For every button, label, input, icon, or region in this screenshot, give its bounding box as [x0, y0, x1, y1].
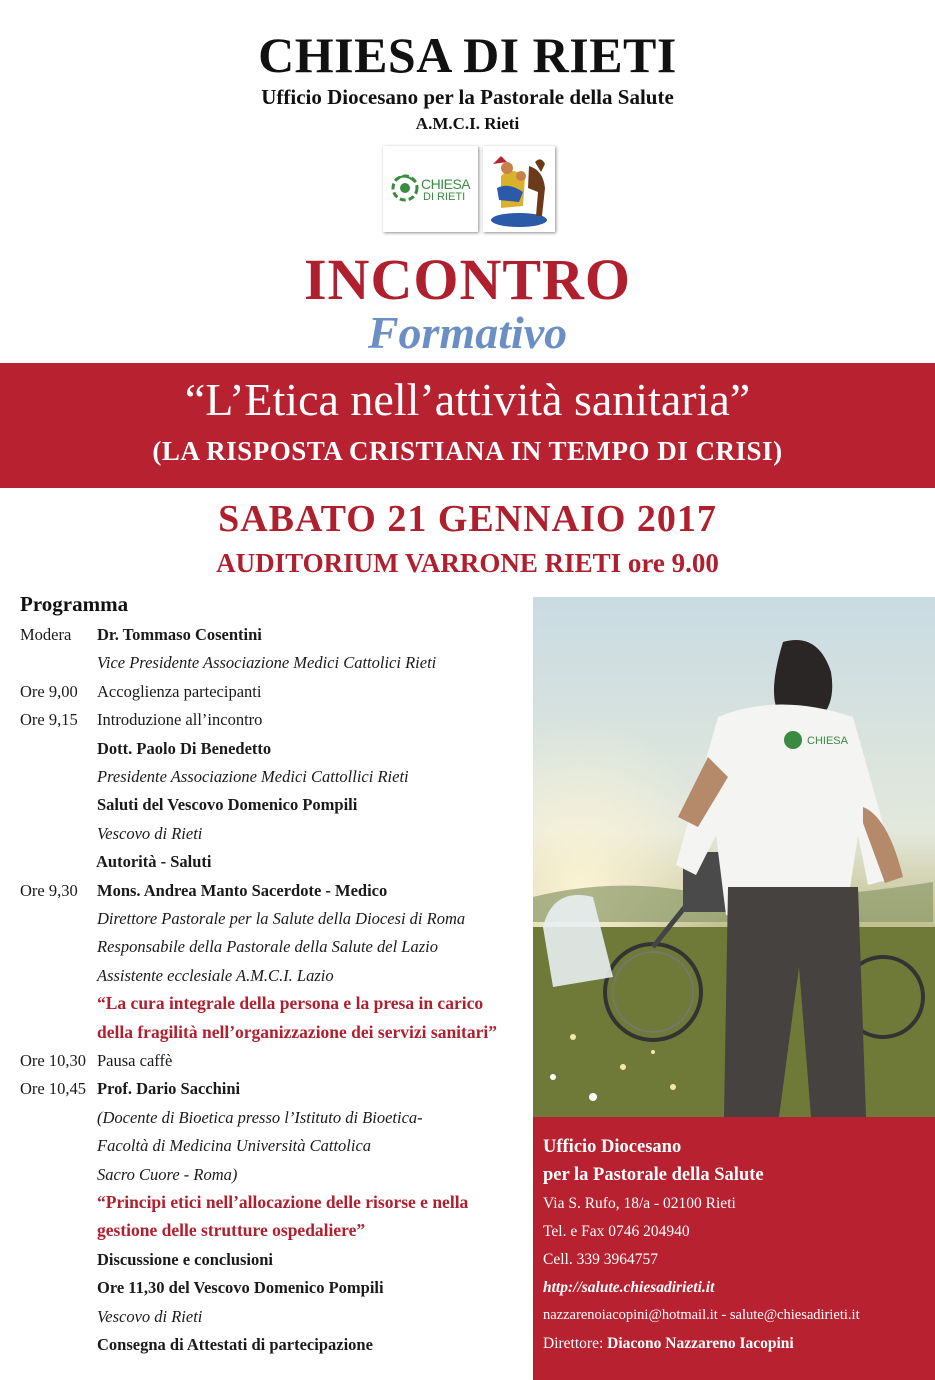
program-time: Ore 9,15 — [20, 710, 78, 730]
org-subtitle: Ufficio Diocesano per la Pastorale della Salute — [261, 85, 674, 109]
program-line: (Docente di Bioetica presso l’Istituto di Bioetica- — [97, 1107, 423, 1127]
program-line: Vescovo di Rieti — [97, 823, 203, 843]
program-line: Dr. Tommaso Cosentini — [97, 625, 262, 644]
office-phone: Tel. e Fax 0746 204940 — [543, 1223, 690, 1240]
event-venue: AUDITORIUM VARRONE RIETI ore 9.00 — [216, 548, 719, 578]
program-line: Accoglienza partecipanti — [97, 681, 262, 701]
program-time: Ore 10,45 — [20, 1079, 86, 1099]
program-time: Ore 9,00 — [20, 681, 78, 701]
program-line: Vescovo di Rieti — [97, 1306, 203, 1326]
program-line: Consegna di Attestati di partecipazione — [97, 1335, 373, 1354]
event-subtitle: (LA RISPOSTA CRISTIANA IN TEMPO DI CRISI) — [152, 436, 783, 466]
logo-text-bottom: DI RIETI — [423, 191, 466, 203]
program-line: Vice Presidente Associazione Medici Cattolici Rieti — [97, 653, 437, 673]
caregiver-wheelchair-photo — [533, 597, 935, 1117]
program-line: Mons. Andrea Manto Sacerdote - Medico — [97, 880, 388, 900]
program-line: Responsabile della Pastorale della Salute del Lazio — [97, 937, 438, 957]
association-name: A.M.C.I. Rieti — [415, 114, 520, 133]
svg-text:CHIESA: CHIESA — [807, 735, 848, 747]
program-line: “Principi etici nell’allocazione delle risorse e nella — [97, 1192, 469, 1212]
program-line: Assistente ecclesiale A.M.C.I. Lazio — [97, 965, 334, 985]
program-time: Ore 10,30 — [20, 1051, 86, 1070]
program-line: Presidente Associazione Medici Cattollici Rieti — [97, 767, 409, 786]
program-line: Discussione e conclusioni — [97, 1249, 274, 1269]
event-type: INCONTRO — [303, 247, 632, 312]
contact-panel — [533, 1117, 935, 1380]
program-line: Pausa caffè — [97, 1051, 173, 1070]
program-line: Autorità - Saluti — [96, 852, 212, 872]
program-line: Facoltà di Medicina Università Cattolica — [97, 1136, 372, 1156]
program-line: Dott. Paolo Di Benedetto — [97, 738, 272, 758]
program-line: Prof. Dario Sacchini — [97, 1079, 241, 1099]
director-line — [543, 1335, 794, 1353]
event-title: “L’Etica nell’attività sanitaria” — [184, 374, 751, 425]
program-line: Sacro Cuore - Roma) — [97, 1164, 238, 1184]
good-samaritan-image — [483, 146, 555, 232]
office-cell: Cell. 339 3964757 — [543, 1251, 658, 1268]
office-name-line1: Ufficio Diocesano — [543, 1137, 682, 1157]
logo-text-top: CHIESA — [421, 176, 471, 192]
program-line: Ore 11,30 del Vescovo Domenico Pompili — [97, 1278, 384, 1298]
email-addresses[interactable]: nazzarenoiacopini@hotmail.it - salute@chiesadirieti.it — [543, 1307, 860, 1323]
caregiver-wheelchair-icon — [533, 597, 935, 1117]
org-title: CHIESA DI RIETI — [258, 27, 677, 83]
program-line: della fragilità nell’organizzazione dei servizi sanitari” — [97, 1021, 497, 1042]
program-time: Ore 9,30 — [20, 880, 78, 900]
event-date: SABATO 21 GENNAIO 2017 — [218, 498, 717, 540]
program-time: Modera — [20, 625, 72, 644]
chiesa-di-rieti-logo — [383, 146, 478, 232]
event-type-sub: Formativo — [367, 307, 568, 358]
office-name-line2: per la Pastorale della Salute — [543, 1165, 764, 1185]
program-heading: Programma — [20, 592, 129, 616]
website-link[interactable]: http://salute.chiesadirieti.it — [543, 1279, 715, 1296]
office-address: Via S. Rufo, 18/a - 02100 Rieti — [543, 1195, 736, 1212]
program-line: gestione delle strutture ospedaliere” — [97, 1220, 366, 1241]
program-line: “La cura integrale della persona e la presa in carico — [97, 993, 484, 1014]
program-line: Saluti del Vescovo Domenico Pompili — [97, 795, 358, 815]
program-line: Introduzione all’incontro — [97, 710, 263, 730]
director-name: Diacono Nazzareno Iacopini — [607, 1335, 794, 1352]
program-line: Direttore Pastorale per la Salute della Diocesi di Roma — [97, 909, 466, 928]
director-label: Direttore: — [543, 1335, 608, 1352]
good-samaritan-icon — [483, 146, 555, 232]
